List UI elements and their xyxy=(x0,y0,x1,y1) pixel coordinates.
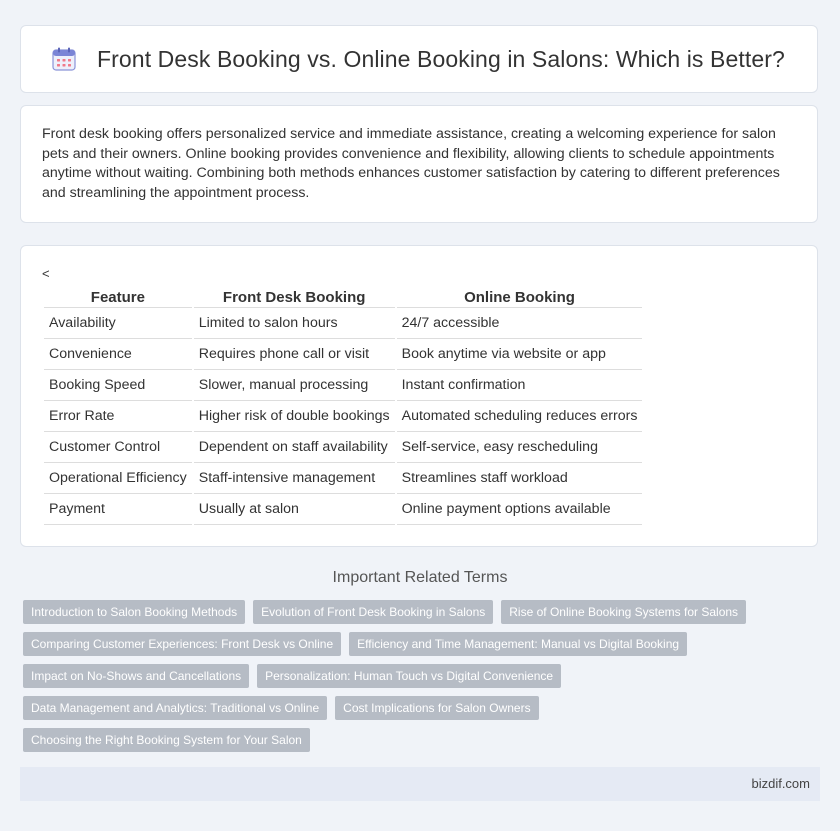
related-term-tag[interactable]: Personalization: Human Touch vs Digital Convenience xyxy=(257,664,561,688)
calendar-icon xyxy=(51,46,77,72)
table-cell: Limited to salon hours xyxy=(194,308,395,339)
table-cell: Self-service, easy rescheduling xyxy=(397,432,643,463)
related-term-tag[interactable]: Efficiency and Time Management: Manual vs Digital Booking xyxy=(349,632,687,656)
related-terms-list xyxy=(23,600,793,752)
table-cell: Availability xyxy=(44,308,192,339)
page-title: Front Desk Booking vs. Online Booking in Salons: Which is Better? xyxy=(97,45,785,72)
table-header-row xyxy=(44,286,642,308)
table-cell: Usually at salon xyxy=(194,494,395,525)
table-row xyxy=(44,339,642,370)
table-cell: Dependent on staff availability xyxy=(194,432,395,463)
related-term-tag[interactable]: Rise of Online Booking Systems for Salons xyxy=(501,600,746,624)
table-cell: Online payment options available xyxy=(397,494,643,525)
table-cell: 24/7 accessible xyxy=(397,308,643,339)
related-term-tag[interactable]: Comparing Customer Experiences: Front Desk vs Online xyxy=(23,632,341,656)
related-term-tag[interactable]: Evolution of Front Desk Booking in Salons xyxy=(253,600,493,624)
table-cell: Staff-intensive management xyxy=(194,463,395,494)
table-cell: Error Rate xyxy=(44,401,192,432)
comparison-card xyxy=(20,245,818,547)
table-cell: Requires phone call or visit xyxy=(194,339,395,370)
stray-text: < xyxy=(42,266,50,281)
table-row xyxy=(44,308,642,339)
table-cell: Booking Speed xyxy=(44,370,192,401)
column-header: Front Desk Booking xyxy=(194,286,395,308)
table-row xyxy=(44,401,642,432)
table-cell: Customer Control xyxy=(44,432,192,463)
column-header: Online Booking xyxy=(397,286,643,308)
table-cell: Streamlines staff workload xyxy=(397,463,643,494)
related-term-tag[interactable]: Choosing the Right Booking System for Your Salon xyxy=(23,728,310,752)
intro-card xyxy=(20,105,818,223)
table-cell: Operational Efficiency xyxy=(44,463,192,494)
table-cell: Slower, manual processing xyxy=(194,370,395,401)
table-cell: Convenience xyxy=(44,339,192,370)
table-row xyxy=(44,463,642,494)
column-header: Feature xyxy=(44,286,192,308)
table-cell: Automated scheduling reduces errors xyxy=(397,401,643,432)
table-row xyxy=(44,432,642,463)
comparison-table xyxy=(42,286,644,525)
footer-site: bizdif.com xyxy=(751,776,810,791)
table-cell: Book anytime via website or app xyxy=(397,339,643,370)
related-terms-title: Important Related Terms xyxy=(332,569,508,586)
related-term-tag[interactable]: Cost Implications for Salon Owners xyxy=(335,696,538,720)
footer xyxy=(20,767,820,801)
related-term-tag[interactable]: Introduction to Salon Booking Methods xyxy=(23,600,245,624)
table-cell: Instant confirmation xyxy=(397,370,643,401)
table-row xyxy=(44,494,642,525)
intro-text: Front desk booking offers personalized service and immediate assistance, creating a welcoming experience for salon pets and their owners. Online booking provides convenience and flexibility, allowing clients to schedule appointments anytime without waiting. Combining both methods enhances customer satisfaction by catering to different preferences and streamlining the appointment process. xyxy=(42,126,780,201)
header-card xyxy=(20,25,818,93)
table-cell: Higher risk of double bookings xyxy=(194,401,395,432)
related-term-tag[interactable]: Impact on No-Shows and Cancellations xyxy=(23,664,249,688)
table-row xyxy=(44,370,642,401)
table-cell: Payment xyxy=(44,494,192,525)
related-term-tag[interactable]: Data Management and Analytics: Traditional vs Online xyxy=(23,696,327,720)
